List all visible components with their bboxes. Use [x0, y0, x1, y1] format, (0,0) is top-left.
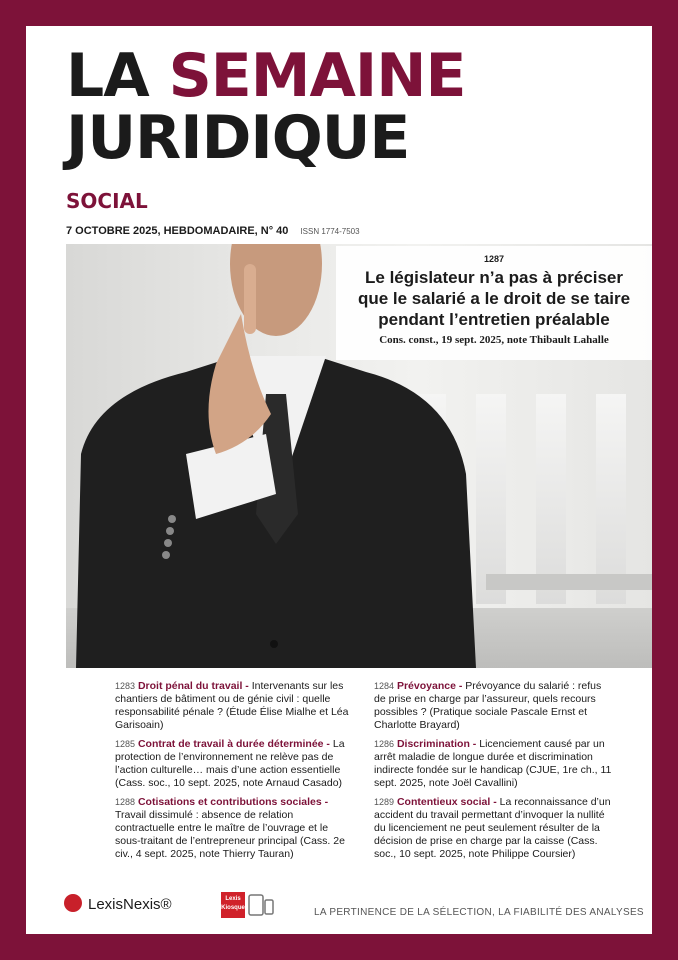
issn: ISSN 1774-7503 [300, 227, 360, 236]
article-item: 1285 Contrat de travail à durée déterminée - La protection de l’environnement ne relève pas de l’action culturelle… mais d’une action essentielle (Cass. soc., 10 sept. 2025, note Arnaud Casado) [115, 738, 345, 789]
articles-left-column [115, 680, 351, 867]
article-item: 1284 Prévoyance - Prévoyance du salarié : refus de prise en charge par l’assureur, quels recours possibles ? (Pratique sociale Pascale Ernst et Charlotte Brayard) [374, 680, 602, 731]
photo-table [486, 574, 652, 590]
dateline: 7 OCTOBRE 2025, HEBDOMADAIRE, N° 40 ISSN 1774-7503 [66, 225, 360, 237]
masthead-accent: SEMAINE [168, 41, 466, 111]
photo-window [536, 394, 566, 604]
publisher-name: LexisNexis® [88, 896, 172, 913]
tagline: LA PERTINENCE DE LA SÉLECTION, LA FIABILITÉ DES ANALYSES [314, 907, 644, 918]
feature-number: 1287 [483, 254, 505, 264]
masthead-line-2: JURIDIQUE [66, 103, 410, 173]
articles-right-column [374, 680, 614, 867]
section-title: SOCIAL [66, 189, 148, 213]
cover-page [26, 26, 652, 934]
photo-window [596, 394, 626, 604]
masthead-line-1: LA SEMAINE [66, 41, 466, 111]
feature-note: Cons. const., 19 sept. 2025, note Thibault Lahalle [379, 334, 609, 346]
article-item: 1286 Discrimination - Licenciement causé par un arrêt maladie de longue durée et discrimination indirecte fondée sur le handicap (CJUE, 1re ch., 11 sept. 2025, note Joël Cavallini) [374, 738, 612, 789]
lexisnexis-logo-icon [64, 894, 82, 912]
feature-title: Le législateur n’a pas à préciser que le salarié a le droit de se taire pendant l’entretien préalable [357, 268, 631, 329]
article-item: 1288 Cotisations et contributions sociales - Travail dissimulé : absence de relation contractuelle entre le maître de l’ouvrage et le sous-traitant de l’entrepreneur principal (Cass. 2e civ., 4 sept. 2025, note Thierry Tauran) [115, 796, 345, 860]
feature-box [336, 246, 652, 360]
article-item: 1283 Droit pénal du travail - Intervenants sur les chantiers de bâtiment ou de génie civil : quelle responsabilité pénale ? (Étude Élise Mialhe et Léa Garisoain) [115, 680, 349, 731]
article-item: 1289 Contentieux social - La reconnaissance d’un accident du travail permettant d’invoquer la nullité du licenciement ne peut seulement résulter de la décision de prise en charge par la caisse (Cass. soc., 10 sept. 2025, note Philippe Coursier) [374, 796, 611, 860]
devices-icon [248, 892, 274, 918]
kiosque-icon[interactable]: Lexis Kiosque [221, 892, 245, 918]
